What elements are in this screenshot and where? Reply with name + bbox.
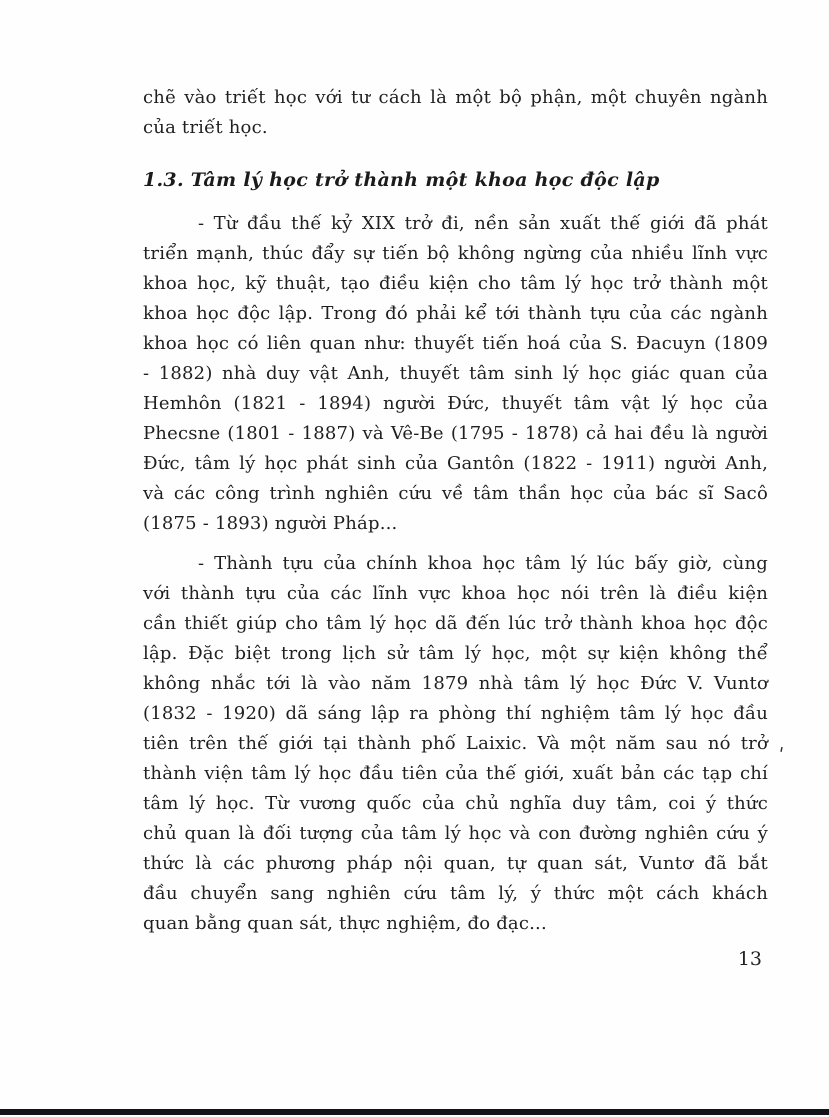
paragraph-1 xyxy=(143,209,768,539)
text-line: không nhắc tới là vào năm 1879 nhà tâm lý học Đức V. Vuntơ xyxy=(143,673,768,694)
text-line: của triết học. xyxy=(143,117,268,138)
scan-artifact-mark: ' xyxy=(775,743,786,766)
text-line: khoa học có liên quan như: thuyết tiến hoá của S. Đacuyn (1809 xyxy=(143,333,768,354)
text-line: tiên trên thế giới tại thành phố Laixic. Và một năm sau nó trở xyxy=(143,733,768,754)
text-line: Đức, tâm lý học phát sinh của Gantôn (1822 - 1911) người Anh, xyxy=(143,453,768,474)
text-line: triển mạnh, thúc đẩy sự tiến bộ không ngừng của nhiều lĩnh vực xyxy=(143,243,768,264)
text-line: chẽ vào triết học với tư cách là một bộ phận, một chuyên ngành xyxy=(143,87,768,108)
text-line: - Thành tựu của chính khoa học tâm lý lúc bấy giờ, cùng xyxy=(198,553,768,574)
page-number: 13 xyxy=(737,948,762,970)
text-line: (1832 - 1920) dã sáng lập ra phòng thí nghiệm tâm lý học đầu xyxy=(143,703,768,724)
text-line: thành viện tâm lý học đầu tiên của thế giới, xuất bản các tạp chí xyxy=(143,763,768,784)
text-line: khoa học độc lập. Trong đó phải kể tới thành tựu của các ngành xyxy=(143,303,768,324)
text-line: lập. Đặc biệt trong lịch sử tâm lý học, một sự kiện không thể xyxy=(143,643,768,664)
text-line: thức là các phương pháp nội quan, tự quan sát, Vuntơ đã bắt xyxy=(143,853,768,874)
text-line: chủ quan là đối tượng của tâm lý học và con đường nghiên cứu ý xyxy=(143,823,768,844)
text-line: Phecsne (1801 - 1887) và Vê-Be (1795 - 1878) cả hai đều là người xyxy=(143,423,768,444)
text-line: tâm lý học. Từ vương quốc của chủ nghĩa duy tâm, coi ý thức xyxy=(143,793,768,814)
text-line: với thành tựu của các lĩnh vực khoa học nói trên là điều kiện xyxy=(143,583,768,604)
text-line: khoa học, kỹ thuật, tạo điều kiện cho tâm lý học trở thành một xyxy=(143,273,768,294)
text-line: và các công trình nghiên cứu về tâm thần học của bác sĩ Sacô xyxy=(143,483,768,504)
text-block xyxy=(143,83,768,939)
continuation-paragraph xyxy=(143,83,768,143)
text-line: (1875 - 1893) người Pháp... xyxy=(143,513,398,534)
bottom-scan-bar xyxy=(0,1109,829,1115)
text-line: đầu chuyển sang nghiên cứu tâm lý, ý thức một cách khách xyxy=(143,883,768,904)
section-heading: 1.3. Tâm lý học trở thành một khoa học độc lập xyxy=(143,169,660,191)
text-line: - Từ đầu thế kỷ XIX trở đi, nền sản xuất thế giới đã phát xyxy=(198,213,768,234)
text-line: quan bằng quan sát, thực nghiệm, đo đạc... xyxy=(143,913,547,934)
text-line: Hemhôn (1821 - 1894) người Đức, thuyết tâm vật lý học của xyxy=(143,393,768,414)
paragraph-2 xyxy=(143,549,768,939)
text-line: - 1882) nhà duy vật Anh, thuyết tâm sinh lý học giác quan của xyxy=(143,363,768,384)
text-line: cần thiết giúp cho tâm lý học dã đến lúc trở thành khoa học độc xyxy=(143,613,768,634)
